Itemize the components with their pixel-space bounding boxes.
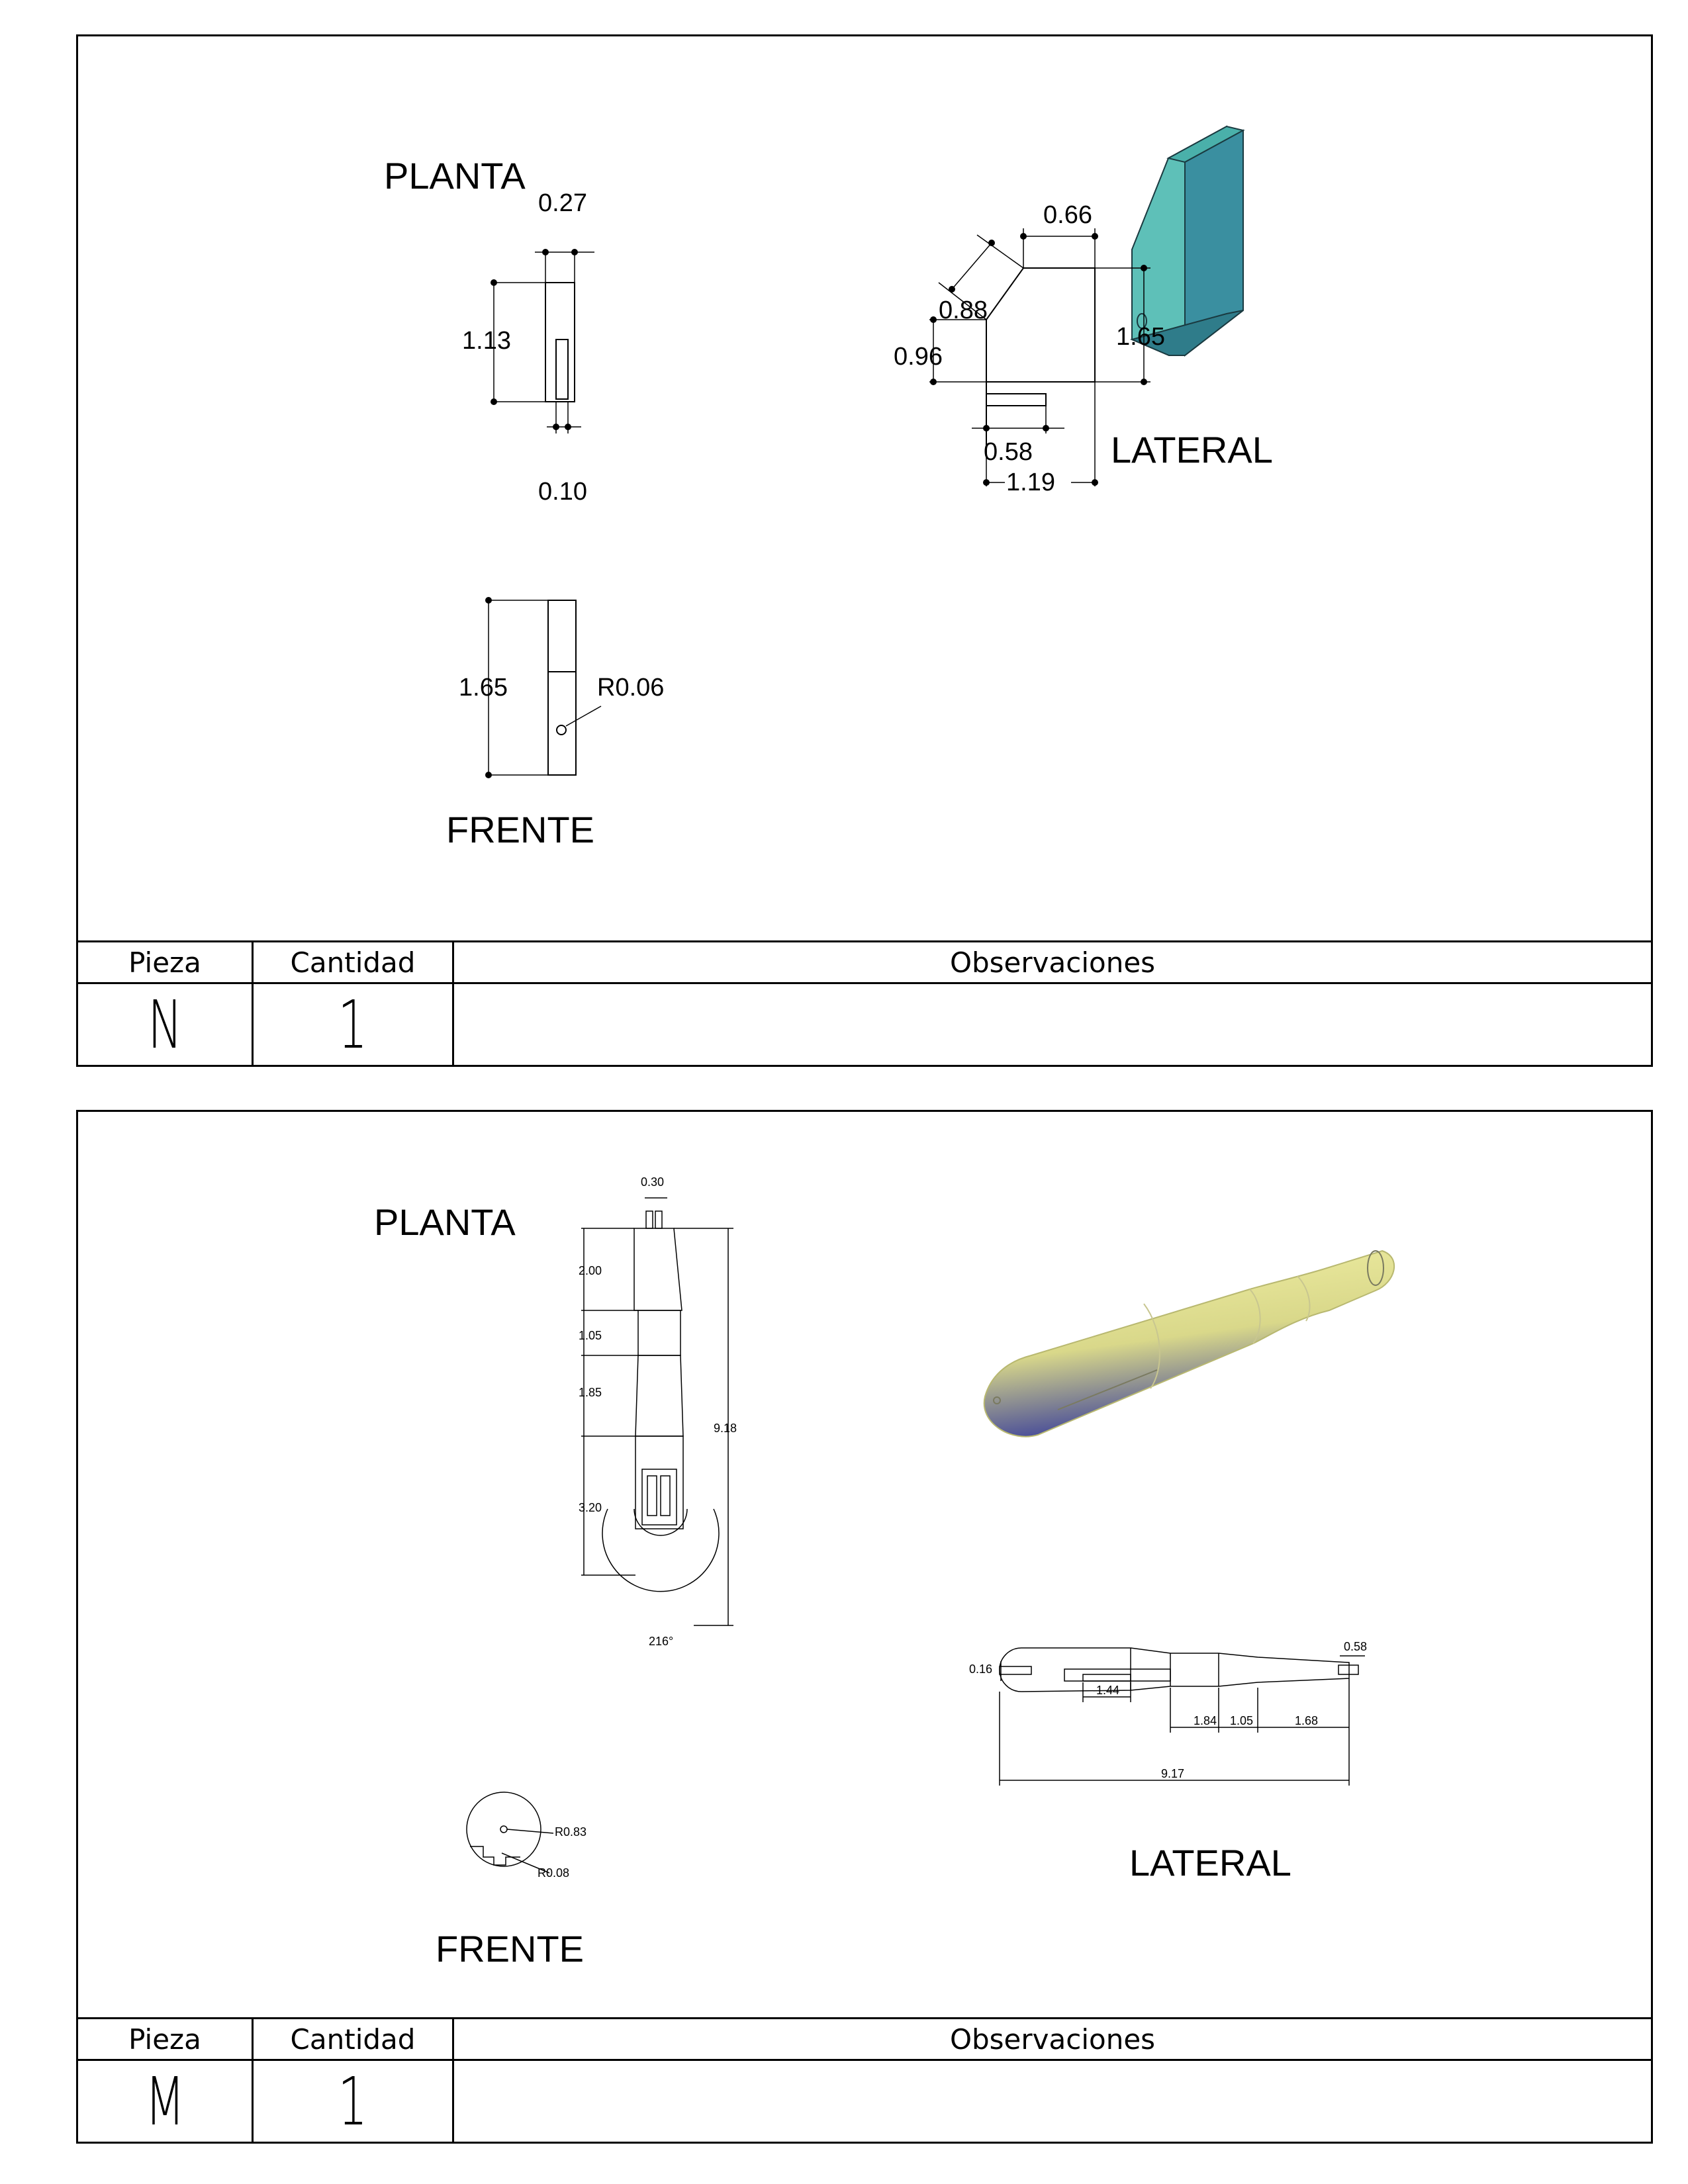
dim-lateral-c: 1.68 [1295,1714,1319,1727]
dim-lateral-a: 1.84 [1194,1714,1217,1727]
dim-lateral-lower: 0.96 [894,343,943,371]
piece-id: M [144,2062,185,2140]
dim-planta-angle: 216° [649,1635,674,1648]
planta-view [581,1198,733,1625]
header-cantidad: Cantidad [253,2019,453,2060]
dim-lateral-slot: 1.44 [1096,1684,1120,1697]
header-pieza: Pieza [78,2019,253,2060]
dim-planta-slot: 0.10 [538,478,587,506]
dim-planta-d4: 3.20 [579,1501,602,1514]
drawing-sheet-n [76,34,1653,1067]
piece-qty: 1 [338,985,368,1064]
piece-notes [453,2060,1652,2142]
isometric-view-n [1132,126,1243,355]
dim-lateral-chamfer: 0.88 [939,296,988,324]
view-label-frente: FRENTE [446,809,594,850]
view-label-lateral: LATERAL [1111,429,1273,471]
technical-drawing [78,36,1651,939]
view-label-frente: FRENTE [436,1928,584,1970]
frente-view [467,1792,553,1873]
piece-qty: 1 [338,2062,368,2140]
dim-lateral-tip: 0.58 [1344,1640,1368,1653]
header-observaciones: Observaciones [453,942,1652,983]
dim-planta-height: 1.13 [462,327,511,355]
dim-frente-r2: R0.08 [538,1866,570,1880]
technical-drawing [78,1112,1651,2015]
dim-frente-r1: R0.83 [555,1825,587,1839]
piece-id: N [147,985,183,1064]
dim-lateral-total: 9.17 [1161,1767,1185,1780]
piece-notes [453,983,1652,1066]
dim-lateral-height: 1.65 [1116,323,1165,351]
title-block [78,940,1651,1065]
dim-planta-d2: 1.05 [579,1329,602,1342]
dim-frente-height: 1.65 [459,674,508,702]
view-label-planta: PLANTA [374,1201,516,1243]
dim-planta-d1: 2.00 [579,1264,602,1277]
dim-lateral-width: 1.19 [1006,469,1055,496]
isometric-view-m [984,1251,1394,1437]
dim-planta-tip: 0.30 [641,1175,665,1189]
dim-planta-width: 0.27 [538,189,587,217]
view-label-lateral: LATERAL [1129,1842,1291,1884]
title-block [78,2017,1651,2142]
dim-lateral-slot: 0.58 [984,438,1033,466]
dim-planta-total: 9.18 [714,1422,737,1435]
view-label-planta: PLANTA [384,155,526,197]
dim-lateral-top: 0.66 [1043,201,1092,229]
drawing-area [78,36,1651,939]
header-pieza: Pieza [78,942,253,983]
drawing-area [78,1112,1651,2015]
header-observaciones: Observaciones [453,2019,1652,2060]
dim-frente-radius: R0.06 [597,674,665,702]
header-cantidad: Cantidad [253,942,453,983]
dim-lateral-b: 1.05 [1230,1714,1254,1727]
drawing-sheet-m [76,1110,1653,2144]
dim-lateral-left: 0.16 [969,1662,993,1676]
dim-planta-d3: 1.85 [579,1386,602,1399]
